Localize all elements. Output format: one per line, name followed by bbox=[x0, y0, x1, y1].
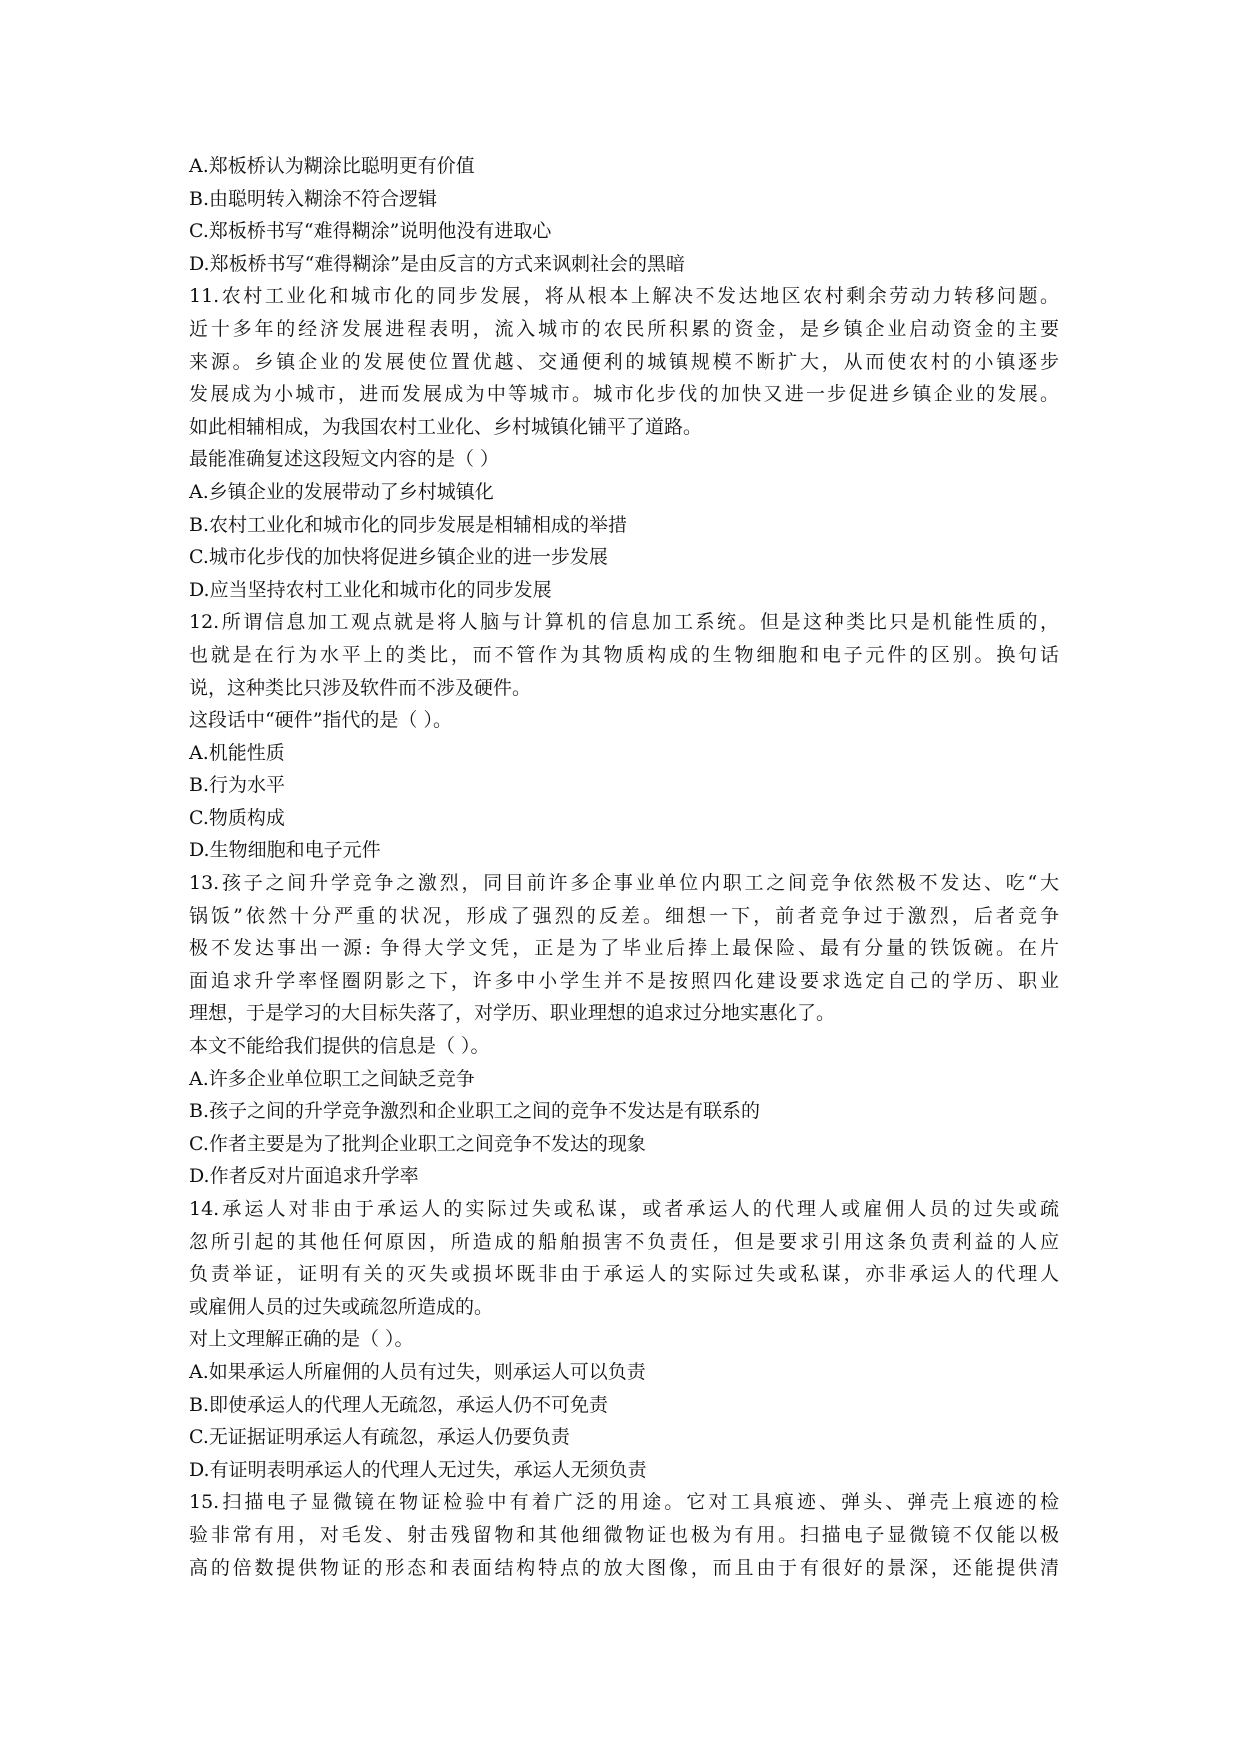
question-10-options bbox=[189, 150, 1059, 280]
passage-line: 锅饭”依然十分严重的状况，形成了强烈的反差。细想一下，前者竞争过于激烈，后者竞争 bbox=[189, 904, 1059, 927]
option-b: B.孩子之间的升学竞争激烈和企业职工之间的竞争不发达是有联系的 bbox=[189, 1100, 761, 1123]
question-11 bbox=[189, 280, 1059, 606]
option-d: D.郑板桥书写“难得糊涂”是由反言的方式来讽刺社会的黑暗 bbox=[189, 252, 686, 275]
passage-line: 13.孩子之间升学竞争之激烈，同目前许多企事业单位内职工之间竞争依然极不发达、吃“大 bbox=[189, 872, 1059, 895]
passage-line: 来源。乡镇企业的发展使位置优越、交通便利的城镇规模不断扩大，从而使农村的小镇逐步 bbox=[189, 350, 1059, 373]
option-c: C.物质构成 bbox=[189, 806, 285, 829]
option-c: C.作者主要是为了批判企业职工之间竞争不发达的现象 bbox=[189, 1132, 646, 1155]
passage-line: 也就是在行为水平上的类比，而不管作为其物质构成的生物细胞和电子元件的区别。换句话 bbox=[189, 643, 1059, 666]
option-d: D.有证明表明承运人的代理人无过失，承运人无须负责 bbox=[189, 1458, 647, 1481]
passage-line: 15.扫描电子显微镜在物证检验中有着广泛的用途。它对工具痕迹、弹头、弹壳上痕迹的检 bbox=[189, 1491, 1059, 1514]
question-14 bbox=[189, 1193, 1059, 1486]
option-d: D.生物细胞和电子元件 bbox=[189, 839, 381, 862]
passage-line: 如此相辅相成，为我国农村工业化、乡村城镇化铺平了道路。 bbox=[189, 415, 703, 438]
document-page bbox=[189, 150, 1059, 1584]
option-a: A.如果承运人所雇佣的人员有过失，则承运人可以负责 bbox=[189, 1360, 646, 1383]
option-c: C.城市化步伐的加快将促进乡镇企业的进一步发展 bbox=[189, 546, 608, 569]
passage-line: 14.承运人对非由于承运人的实际过失或私谋，或者承运人的代理人或雇佣人员的过失或疏 bbox=[189, 1198, 1059, 1220]
option-a: A.机能性质 bbox=[189, 741, 285, 764]
passage-line: 忽所引起的其他任何原因，所造成的船舶损害不负责任，但是要求引用这条负责利益的人应 bbox=[189, 1230, 1059, 1253]
passage-line: 负责举证，证明有关的灭失或损坏既非由于承运人的实际过失或私谋，亦非承运人的代理人 bbox=[189, 1263, 1059, 1286]
option-a: A.乡镇企业的发展带动了乡村城镇化 bbox=[189, 480, 494, 503]
passage-line: 或雇佣人员的过失或疏忽所造成的。 bbox=[189, 1295, 494, 1318]
question-15 bbox=[189, 1486, 1059, 1584]
passage-line: 面追求升学率怪圈阴影之下，许多中小学生并不是按照四化建设要求选定自己的学历、职业 bbox=[189, 969, 1059, 992]
question-12 bbox=[189, 606, 1059, 867]
question-prompt: 本文不能给我们提供的信息是（ ）。 bbox=[189, 1035, 490, 1058]
passage-line: 12.所谓信息加工观点就是将人脑与计算机的信息加工系统。但是这种类比只是机能性质的， bbox=[189, 611, 1059, 634]
passage-line: 验非常有用，对毛发、射击残留物和其他细微物证也极为有用。扫描电子显微镜不仅能以极 bbox=[189, 1523, 1059, 1546]
option-a: A.许多企业单位职工之间缺乏竞争 bbox=[189, 1067, 475, 1090]
option-b: B.即使承运人的代理人无疏忽，承运人仍不可免责 bbox=[189, 1393, 609, 1416]
passage-line: 发展成为小城市，进而发展成为中等城市。城市化步伐的加快又进一步促进乡镇企业的发展。 bbox=[189, 383, 1059, 406]
question-13 bbox=[189, 867, 1059, 1193]
passage-line: 近十多年的经济发展进程表明，流入城市的农民所积累的资金，是乡镇企业启动资金的主要 bbox=[189, 317, 1059, 340]
passage-line: 说，这种类比只涉及软件而不涉及硬件。 bbox=[189, 676, 532, 699]
question-prompt: 最能准确复述这段短文内容的是（ ） bbox=[189, 448, 500, 471]
option-b: B.行为水平 bbox=[189, 774, 286, 797]
question-prompt: 对上文理解正确的是（ ）。 bbox=[189, 1328, 414, 1351]
passage-line: 11.农村工业化和城市化的同步发展，将从根本上解决不发达地区农村剩余劳动力转移问题。 bbox=[189, 285, 1059, 308]
option-c: C.郑板桥书写“难得糊涂”说明他没有进取心 bbox=[189, 220, 552, 243]
option-a: A.郑板桥认为糊涂比聪明更有价值 bbox=[189, 155, 475, 177]
passage-line: 理想，于是学习的大目标失落了，对学历、职业理想的追求过分地实惠化了。 bbox=[189, 1002, 836, 1025]
option-d: D.应当坚持农村工业化和城市化的同步发展 bbox=[189, 578, 552, 601]
option-d: D.作者反对片面追求升学率 bbox=[189, 1165, 419, 1188]
option-c: C.无证据证明承运人有疏忽，承运人仍要负责 bbox=[189, 1426, 570, 1449]
question-prompt: 这段话中“硬件”指代的是（ ）。 bbox=[189, 709, 452, 732]
passage-line: 高的倍数提供物证的形态和表面结构特点的放大图像，而且由于有很好的景深，还能提供清 bbox=[189, 1556, 1059, 1579]
option-b: B.由聪明转入糊涂不符合逻辑 bbox=[189, 187, 438, 210]
option-b: B.农村工业化和城市化的同步发展是相辅相成的举措 bbox=[189, 513, 628, 536]
passage-line: 极不发达事出一源: 争得大学文凭，正是为了毕业后捧上最保险、最有分量的铁饭碗。在片 bbox=[189, 937, 1059, 960]
